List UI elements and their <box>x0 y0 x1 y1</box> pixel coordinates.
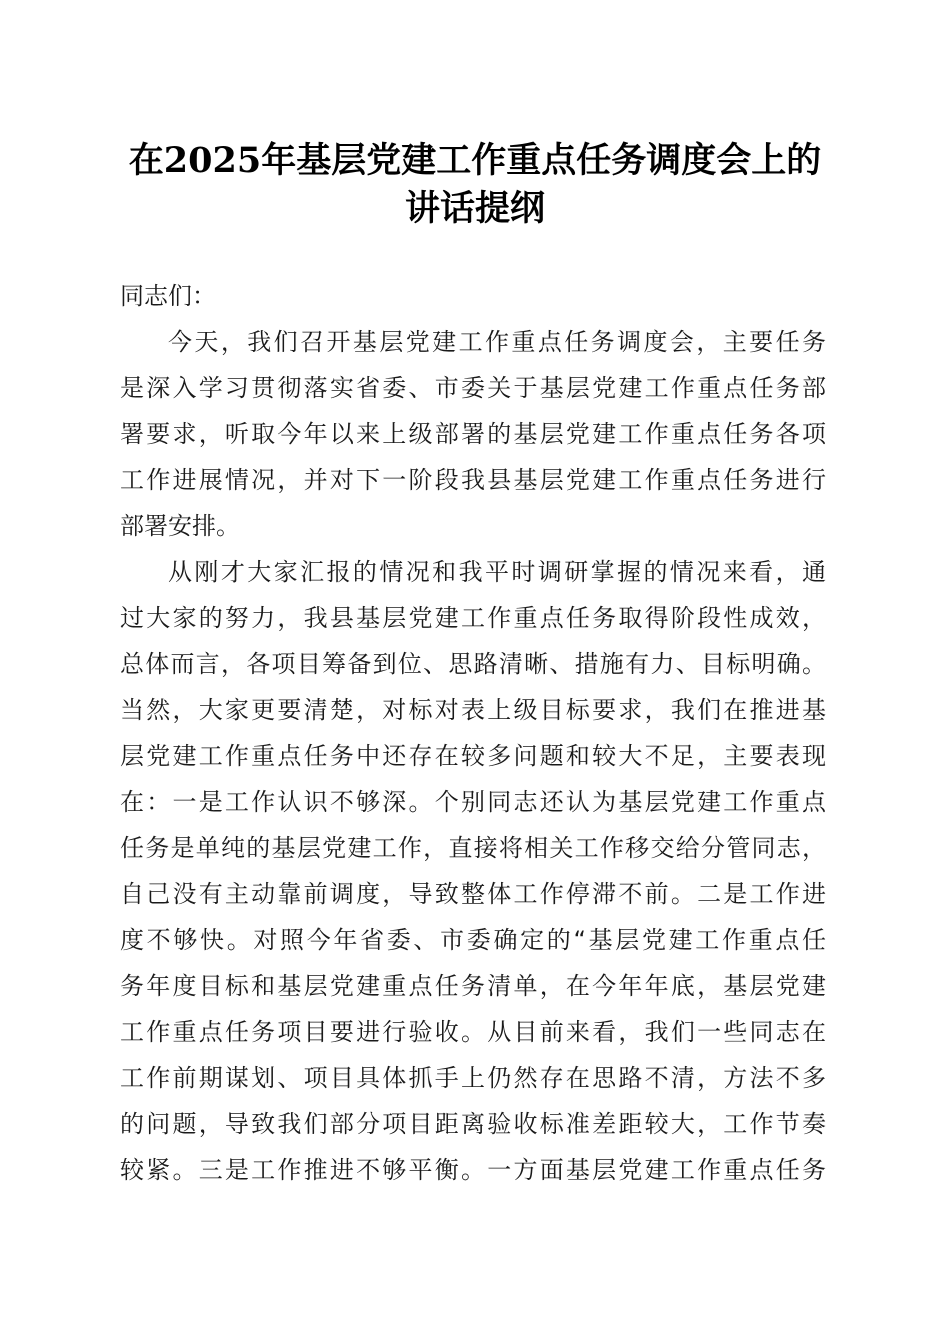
paragraph-line: 自己没有主动靠前调度，导致整体工作停滞不前。二是工作进 <box>120 880 826 908</box>
paragraph-line: 务年度目标和基层党建重点任务清单，在今年年底，基层党建 <box>120 972 826 1000</box>
paragraph-line: 度不够快。对照今年省委、市委确定的“基层党建工作重点任 <box>120 926 826 954</box>
paragraph-line: 总体而言，各项目筹备到位、思路清晰、措施有力、目标明确。 <box>120 650 826 678</box>
paragraph-line: 是深入学习贯彻落实省委、市委关于基层党建工作重点任务部 <box>120 374 826 402</box>
paragraph-line: 层党建工作重点任务中还存在较多问题和较大不足，主要表现 <box>120 742 826 770</box>
paragraph-line: 部署安排。 <box>120 512 240 540</box>
document-title-line-2: 讲话提纲 <box>404 188 545 229</box>
paragraph-line: 的问题，导致我们部分项目距离验收标准差距较大，工作节奏 <box>120 1110 826 1138</box>
salutation: 同志们： <box>120 282 216 310</box>
paragraph-line: 过大家的努力，我县基层党建工作重点任务取得阶段性成效， <box>120 604 826 632</box>
paragraph-line: 从刚才大家汇报的情况和我平时调研掌握的情况来看，通 <box>168 558 826 586</box>
document-title-line-1: 在2025年基层党建工作重点任务调度会上的 <box>128 140 822 181</box>
paragraph-line: 今天，我们召开基层党建工作重点任务调度会，主要任务 <box>168 328 826 356</box>
paragraph-line: 工作前期谋划、项目具体抓手上仍然存在思路不清，方法不多 <box>120 1064 826 1092</box>
paragraph-line: 任务是单纯的基层党建工作，直接将相关工作移交给分管同志， <box>120 834 826 862</box>
paragraph-line: 工作重点任务项目要进行验收。从目前来看，我们一些同志在 <box>120 1018 826 1046</box>
paragraph-line: 当然，大家更要清楚，对标对表上级目标要求，我们在推进基 <box>120 696 826 724</box>
paragraph-line: 较紧。三是工作推进不够平衡。一方面基层党建工作重点任务 <box>120 1156 826 1184</box>
paragraph-line: 在：一是工作认识不够深。个别同志还认为基层党建工作重点 <box>120 788 826 816</box>
paragraph-line: 工作进展情况，并对下一阶段我县基层党建工作重点任务进行 <box>120 466 826 494</box>
paragraph-line: 署要求，听取今年以来上级部署的基层党建工作重点任务各项 <box>120 420 826 448</box>
